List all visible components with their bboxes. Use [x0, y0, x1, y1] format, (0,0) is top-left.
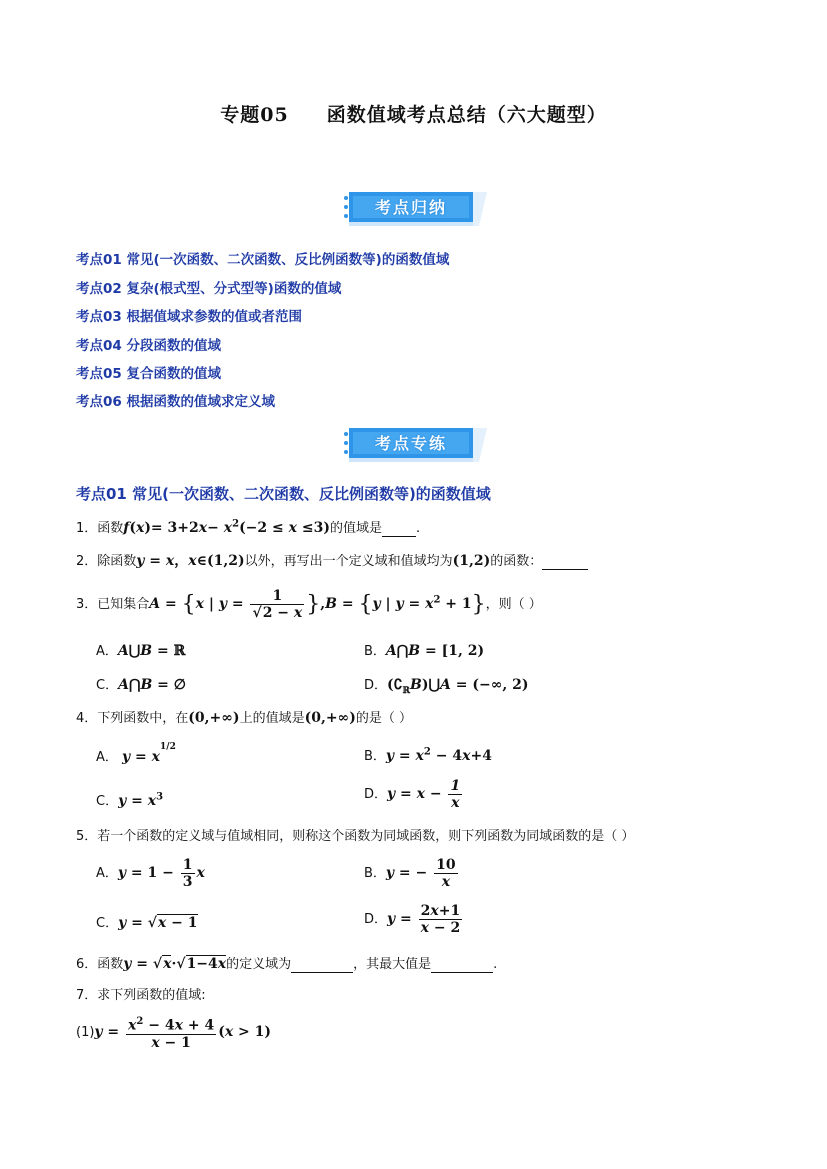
question-6: 6．函数y = √x·√1−4x的定义域为 ，其最大值是 .: [76, 956, 498, 972]
toc-item-02[interactable]: 考点02 复杂(根式型、分式型等)函数的值域: [76, 281, 342, 297]
q4-option-c[interactable]: C．$y = x^3$: [96, 791, 164, 809]
q3-option-d[interactable]: D．$(∁_ℝB)⋃A$ = (−∞, 2): [364, 677, 529, 696]
question-3: 3．已知集合A = {x | y = $\frac{1}{√2 - x}$ },B = {y | $y = x^2 + 1$}，则（ ）: [76, 588, 542, 621]
banner-practice-label: 考点专练: [374, 434, 447, 453]
q5-option-b[interactable]: B．y = − $\frac{10}{x}$: [364, 857, 456, 890]
question-1: 1．函数$f(x)= 3+2x- x^2(-2 \le x \le 3)$的值域是 .: [76, 518, 421, 536]
banner-summary: [343, 190, 487, 226]
q5-option-a[interactable]: A．y = 1 − $\frac{1}{3}$ x: [96, 857, 205, 890]
title-main: 函数值域考点总结（六大题型）: [326, 104, 607, 126]
q3-option-b[interactable]: B．A⋂B = [1, 2): [364, 643, 485, 659]
q4-option-d[interactable]: D．y = x − $\frac{1}{x}$: [364, 778, 461, 811]
q5-option-c[interactable]: C．y = √x − 1: [96, 915, 198, 931]
q4-option-a[interactable]: A． $y = x^{1/2}$: [96, 742, 176, 765]
q3-option-a[interactable]: A．A⋃B = ℝ: [96, 643, 186, 659]
section-heading: 考点01 常见(一次函数、二次函数、反比例函数等)的函数值域: [76, 485, 491, 503]
banner-summary-label: 考点归纳: [374, 198, 447, 217]
title-prefix: 专题05: [220, 104, 289, 126]
toc-item-04[interactable]: 考点04 分段函数的值域: [76, 338, 221, 354]
toc-item-05[interactable]: 考点05 复合函数的值域: [76, 366, 221, 382]
q4-option-b[interactable]: B．$y = x^2 - 4x+4$: [364, 746, 492, 764]
toc-item-01[interactable]: 考点01 常见(一次函数、二次函数、反比例函数等)的函数值域: [76, 252, 450, 268]
q5-option-d[interactable]: D．y = $\frac{2x+1}{x - 2}$: [364, 903, 461, 936]
q3-option-c[interactable]: C．A⋂B = ∅: [96, 677, 186, 693]
toc-item-03[interactable]: 考点03 根据值域求参数的值或者范围: [76, 309, 302, 325]
question-5: 5．若一个函数的定义域与值域相同，则称这个函数为同域函数，则下列函数为同域函数的是（ ）: [76, 829, 635, 844]
banner-practice: [343, 426, 487, 462]
question-7-part-1: (1)y = $\frac{x^2 - 4x + 4}{x - 1}$ (x > 1): [76, 1016, 272, 1051]
question-4: 4．下列函数中，在(0,+∞)上的值域是(0,+∞)的是（ ）: [76, 710, 412, 726]
question-2: 2．除函数y = x，x∈(1,2)以外，再写出一个定义域和值域均为(1,2)的函数：: [76, 550, 588, 570]
question-7: 7．求下列函数的值域:: [76, 988, 206, 1003]
toc-item-06[interactable]: 考点06 根据函数的值域求定义域: [76, 394, 275, 410]
page-title: [0, 100, 827, 127]
